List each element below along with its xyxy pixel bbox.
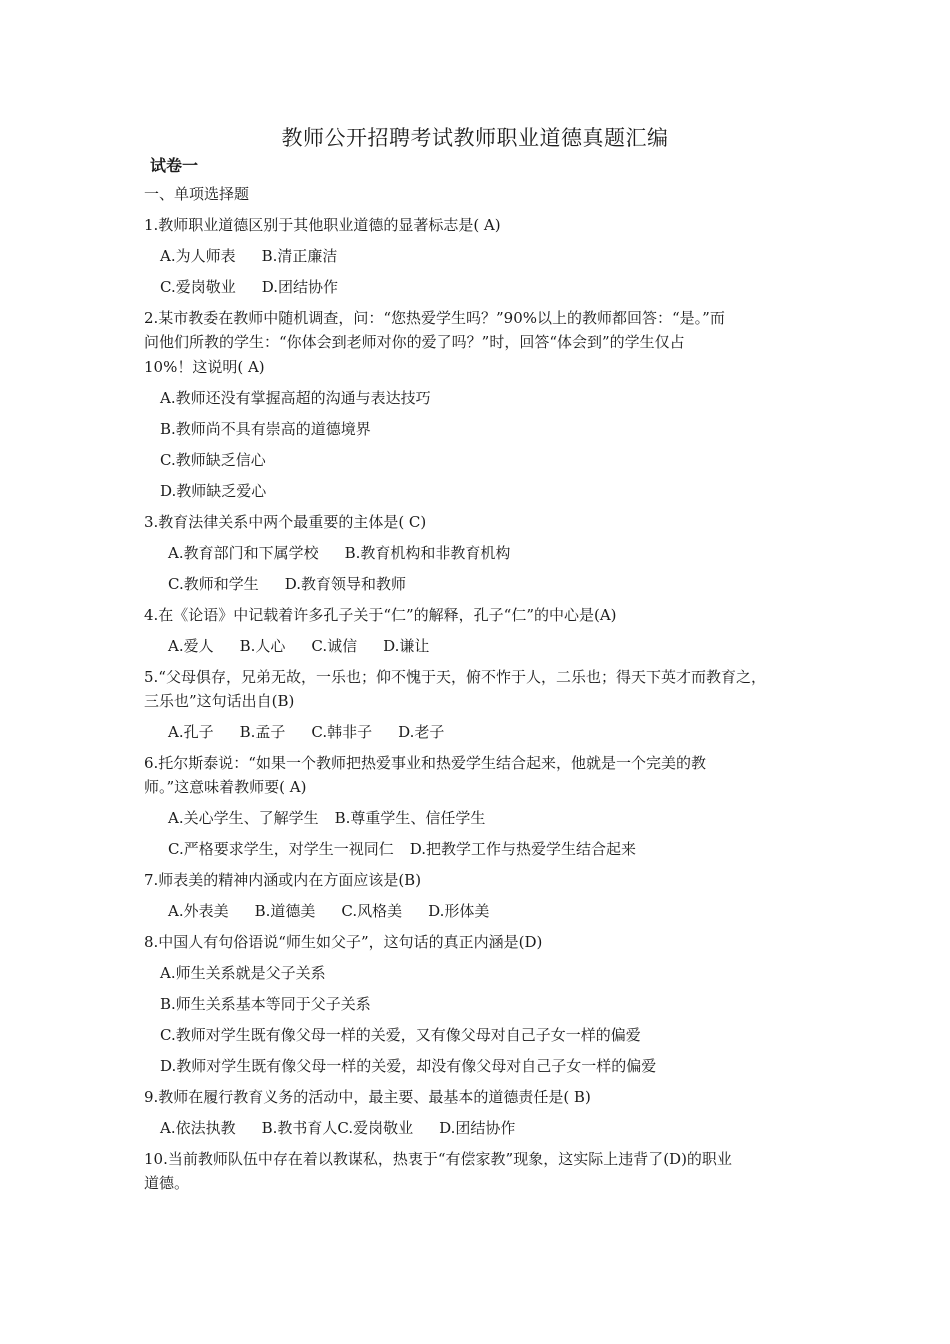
option: C.教师对学生既有像父母一样的关爱，又有像父母对自己子女一样的偏爱 [160, 1026, 641, 1044]
option: D.形体美 [428, 902, 490, 920]
question-7-options [168, 899, 840, 923]
option: D.教师对学生既有像父母一样的关爱，却没有像父母对自己子女一样的偏爱 [160, 1057, 657, 1075]
option: D.教育领导和教师 [284, 575, 406, 593]
question-6-options-row-1 [168, 806, 840, 830]
question-6-options-row-2 [168, 837, 840, 861]
option: B.孟子 [239, 723, 286, 741]
option: B.清正廉洁 [261, 247, 338, 265]
option: A.外表美 [168, 902, 229, 920]
question-10-stem-line-2: 道德。 [144, 1174, 190, 1192]
question-1-stem: 1.教师职业道德区别于其他职业道德的显著标志是( A) [144, 216, 501, 234]
option: A.教育部门和下属学校 [168, 544, 319, 562]
option: A.为人师表 [160, 247, 236, 265]
question-2-stem-line-2: 问他们所教的学生：“你体会到老师对你的爱了吗？”时，回答“体会到”的学生仅占 [144, 333, 685, 351]
question-6-stem-line-2: 师。”这意味着教师要( A) [144, 778, 307, 796]
option: D.谦让 [383, 637, 430, 655]
option: C.爱岗敬业 [160, 278, 236, 296]
question-4-stem: 4.在《论语》中记载着许多孔子关于“仁”的解释，孔子“仁”的中心是(A) [144, 606, 617, 624]
question-5-options [168, 720, 840, 744]
option: A.关心学生、了解学生 [168, 809, 319, 827]
question-9-options [160, 1116, 832, 1140]
option: B.人心 [239, 637, 286, 655]
option: A.师生关系就是父子关系 [160, 964, 326, 982]
option: B.尊重学生、信任学生 [334, 809, 486, 827]
question-4-options [168, 634, 840, 658]
question-10-stem-line-1: 10.当前教师队伍中存在着以教谋私，热衷于“有偿家教”现象，这实际上违背了(D)的职业 [144, 1150, 732, 1168]
question-8-stem: 8.中国人有句俗语说“师生如父子”，这句话的真正内涵是(D) [144, 933, 543, 951]
option: D.团结协作 [261, 278, 338, 296]
question-1-options-row-2 [160, 275, 832, 299]
option: B.教书育人 [261, 1119, 338, 1137]
option: D.老子 [398, 723, 445, 741]
option: A.爱人 [168, 637, 214, 655]
option: C.爱岗敬业 [337, 1119, 414, 1137]
document-title: 教师公开招聘考试教师职业道德真题汇编 [281, 126, 669, 150]
option: A.孔子 [168, 723, 214, 741]
option: D.把教学工作与热爱学生结合起来 [409, 840, 636, 858]
option: B.师生关系基本等同于父子关系 [160, 995, 371, 1013]
paper-heading: 试卷一 [150, 156, 199, 175]
option: C.韩非子 [311, 723, 373, 741]
question-2-stem-line-3: 10%！这说明( A) [144, 358, 265, 376]
question-9-stem: 9.教师在履行教育义务的活动中，最主要、最基本的道德责任是( B) [144, 1088, 591, 1106]
option: A.教师还没有掌握高超的沟通与表达技巧 [160, 389, 431, 407]
question-6-stem-line-1: 6.托尔斯泰说：“如果一个教师把热爱事业和热爱学生结合起来，他就是一个完美的教 [144, 754, 706, 772]
option: D.教师缺乏爱心 [160, 482, 267, 500]
option: A.依法执教 [160, 1119, 236, 1137]
option: C.严格要求学生，对学生一视同仁 [168, 840, 394, 858]
option: C.教师缺乏信心 [160, 451, 266, 469]
option: B.道德美 [254, 902, 316, 920]
question-3-options-row-1 [168, 541, 840, 565]
question-5-stem-line-1: 5.“父母俱存，兄弟无故，一乐也；仰不愧于天，俯不怍于人，二乐也；得天下英才而教育之， [144, 668, 766, 686]
question-1-options-row-1 [160, 244, 832, 268]
option: C.风格美 [341, 902, 403, 920]
option: C.教师和学生 [168, 575, 259, 593]
question-3-stem: 3.教育法律关系中两个最重要的主体是( C) [144, 513, 427, 531]
question-2-stem-line-1: 2.某市教委在教师中随机调查，问：“您热爱学生吗？”90%以上的教师都回答：“是。”而 [144, 309, 725, 327]
option: B.教师尚不具有崇高的道德境界 [160, 420, 371, 438]
option: D.团结协作 [439, 1119, 516, 1137]
section-heading: 一、单项选择题 [144, 185, 250, 203]
option: C.诚信 [311, 637, 358, 655]
question-3-options-row-2 [168, 572, 840, 596]
question-5-stem-line-2: 三乐也”这句话出自(B) [144, 692, 295, 710]
question-7-stem: 7.师表美的精神内涵或内在方面应该是(B) [144, 871, 422, 889]
option: B.教育机构和非教育机构 [344, 544, 511, 562]
